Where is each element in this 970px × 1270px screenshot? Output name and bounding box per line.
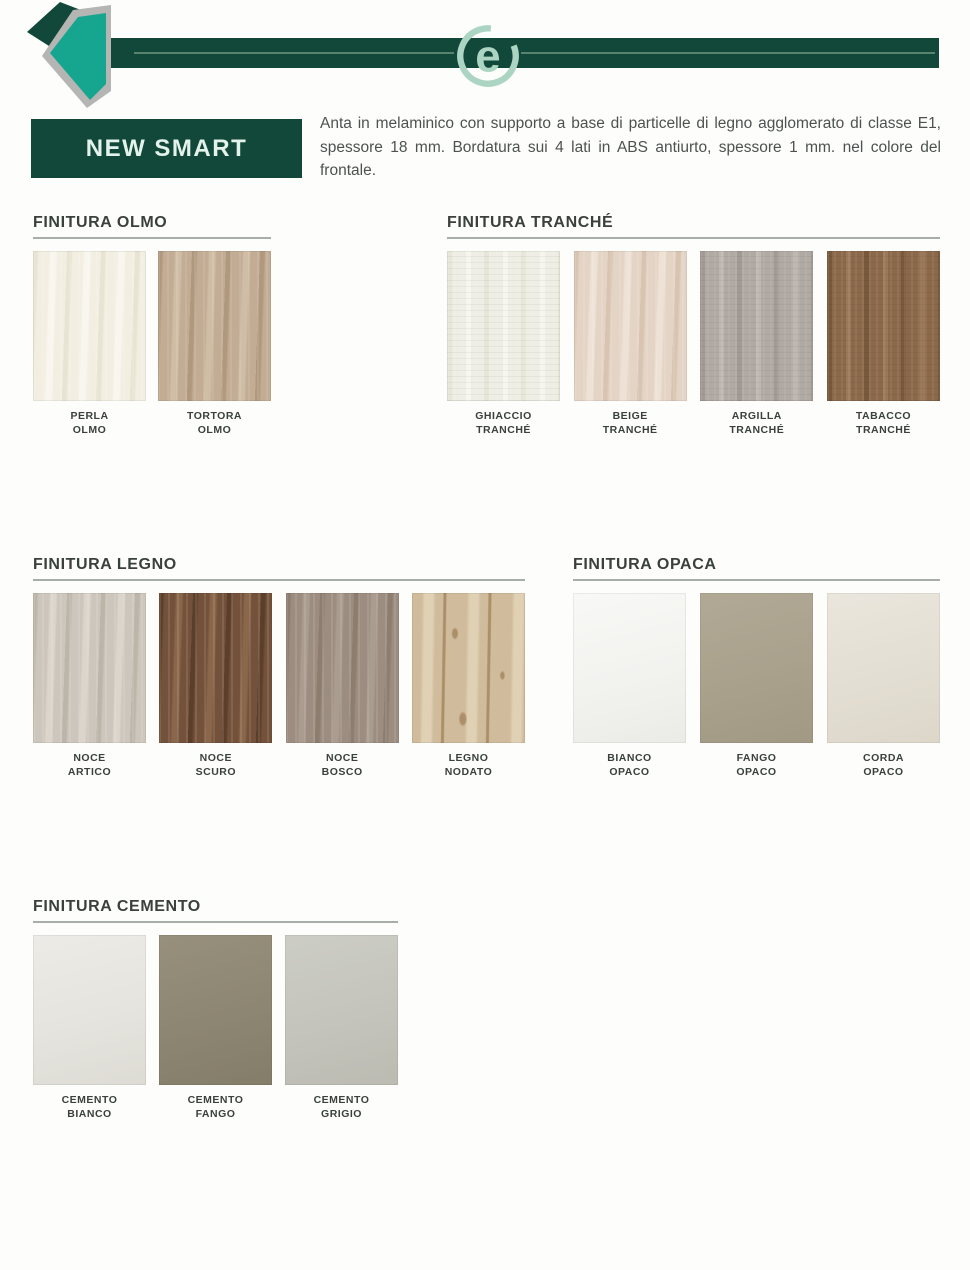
swatch-sample bbox=[447, 251, 560, 401]
swatch-label: BIANCO OPACO bbox=[607, 752, 652, 778]
section-underline bbox=[33, 579, 525, 581]
swatch-sample bbox=[412, 593, 525, 743]
swatch-label: BEIGE TRANCHÉ bbox=[602, 410, 658, 436]
swatch-noce-artico bbox=[33, 593, 146, 779]
swatch-row bbox=[573, 593, 940, 779]
section-title: FINITURA OPACA bbox=[573, 556, 717, 573]
section-title: FINITURA TRANCHÉ bbox=[447, 214, 614, 231]
product-description: Anta in melaminico con supporto a base di particelle di legno agglomerato di classe E1, spessore 18 mm. Bordatura sui 4 lati in ABS antiurto, spessore 1 mm. nel colore del frontale. bbox=[320, 115, 941, 179]
swatch-label: NOCE SCURO bbox=[195, 752, 237, 778]
swatch-label: NOCE ARTICO bbox=[67, 752, 112, 778]
header-accent-line-right bbox=[521, 52, 935, 54]
swatch-label: PERLA OLMO bbox=[70, 410, 109, 436]
swatch-sample bbox=[33, 935, 146, 1085]
swatch-label: ARGILLA TRANCHÉ bbox=[729, 410, 785, 436]
swatch-sample bbox=[158, 251, 271, 401]
section-underline bbox=[33, 921, 398, 923]
section-underline bbox=[33, 237, 271, 239]
finish-section-tranche bbox=[447, 214, 940, 437]
swatch-row bbox=[33, 251, 271, 437]
swatch-cemento-bianco bbox=[33, 935, 146, 1121]
finish-section-cemento bbox=[33, 898, 398, 1121]
swatch-legno-nodato bbox=[412, 593, 525, 779]
product-title: NEW SMART bbox=[85, 134, 248, 162]
product-title-box bbox=[31, 119, 302, 178]
swatch-corda-opaco bbox=[827, 593, 940, 779]
swatch-label: TORTORA OLMO bbox=[186, 410, 243, 436]
swatch-label: TABACCO TRANCHÉ bbox=[855, 410, 912, 436]
swatch-bianco-opaco bbox=[573, 593, 686, 779]
finish-section-olmo bbox=[33, 214, 271, 437]
swatch-tabacco-tranch- bbox=[827, 251, 940, 437]
swatch-row bbox=[33, 935, 398, 1121]
swatch-cemento-fango bbox=[159, 935, 272, 1121]
swatch-label: CORDA OPACO bbox=[863, 752, 904, 778]
swatch-argilla-tranch- bbox=[700, 251, 813, 437]
swatch-label: CEMENTO GRIGIO bbox=[313, 1094, 370, 1120]
swatch-sample bbox=[33, 251, 146, 401]
swatch-beige-tranch- bbox=[574, 251, 687, 437]
swatch-sample bbox=[700, 593, 813, 743]
swatch-perla-olmo bbox=[33, 251, 146, 437]
swatch-sample bbox=[700, 251, 813, 401]
swatch-sample bbox=[33, 593, 146, 743]
finish-section-opaca bbox=[573, 556, 940, 779]
section-title: FINITURA OLMO bbox=[33, 214, 168, 231]
swatch-row bbox=[33, 593, 525, 779]
finish-section-legno bbox=[33, 556, 525, 779]
swatch-ghiaccio-tranch- bbox=[447, 251, 560, 437]
swatch-label: NOCE BOSCO bbox=[321, 752, 363, 778]
swatch-sample bbox=[159, 593, 272, 743]
section-underline bbox=[447, 237, 940, 239]
swatch-label: FANGO OPACO bbox=[736, 752, 777, 778]
swatch-sample bbox=[574, 251, 687, 401]
swatch-row bbox=[447, 251, 940, 437]
swatch-tortora-olmo bbox=[158, 251, 271, 437]
brand-e-logo bbox=[454, 22, 522, 90]
section-title: FINITURA LEGNO bbox=[33, 556, 177, 573]
swatch-sample bbox=[827, 593, 940, 743]
swatch-noce-scuro bbox=[159, 593, 272, 779]
swatch-sample bbox=[573, 593, 686, 743]
section-underline bbox=[573, 579, 940, 581]
swatch-label: GHIACCIO TRANCHÉ bbox=[475, 410, 532, 436]
swatch-fango-opaco bbox=[700, 593, 813, 779]
swatch-label: LEGNO NODATO bbox=[444, 752, 493, 778]
swatch-sample bbox=[159, 935, 272, 1085]
brand-arrow-icon bbox=[0, 0, 130, 115]
swatch-sample bbox=[286, 593, 399, 743]
swatch-sample bbox=[827, 251, 940, 401]
swatch-label: CEMENTO BIANCO bbox=[61, 1094, 118, 1120]
swatch-noce-bosco bbox=[286, 593, 399, 779]
brand-e-letter: e bbox=[475, 30, 501, 82]
swatch-sample bbox=[285, 935, 398, 1085]
header-accent-line-left bbox=[134, 52, 454, 54]
section-title: FINITURA CEMENTO bbox=[33, 898, 201, 915]
swatch-cemento-grigio bbox=[285, 935, 398, 1121]
swatch-label: CEMENTO FANGO bbox=[187, 1094, 244, 1120]
